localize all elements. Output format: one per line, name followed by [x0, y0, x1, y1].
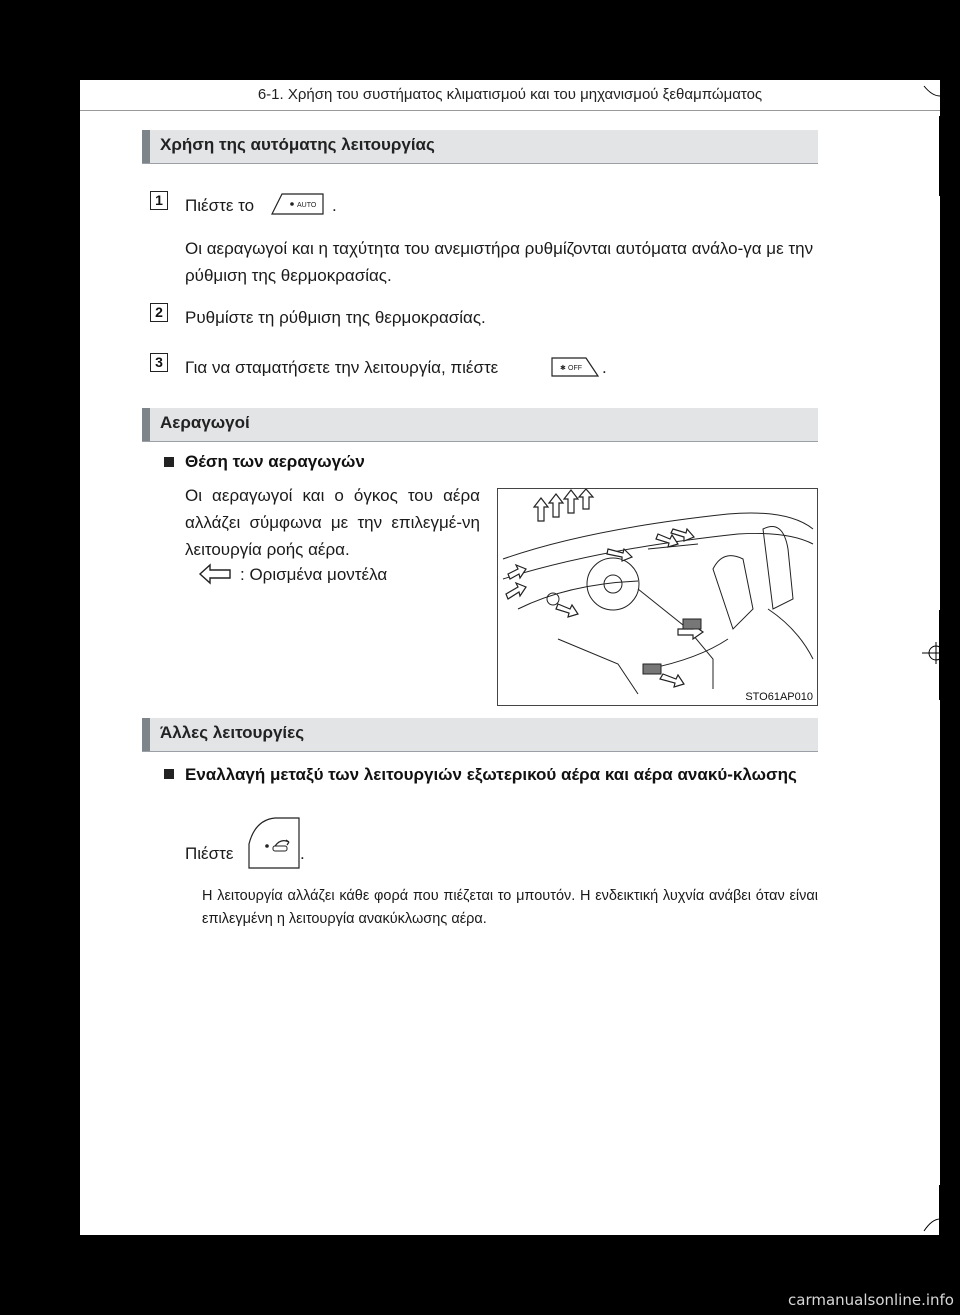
off-button-icon: [550, 356, 600, 378]
recirculation-button-icon: [245, 816, 303, 870]
svg-text:✱: ✱: [560, 365, 566, 372]
recirculation-note: Η λειτουργία αλλάζει κάθε φορά που πιέζεται το μπουτόν. Η ενδεικτική λυχνία ανάβει όταν είναι επιλεγμένη η λειτουργία ανακύκλωσης αέρα.: [202, 888, 818, 927]
section-heading-auto-mode: [142, 130, 818, 164]
step-number-3: 3: [150, 353, 168, 372]
press-label: Πιέστε: [185, 844, 234, 863]
section-heading-vents: [142, 408, 818, 442]
crop-mark-icon: [920, 82, 940, 102]
off-button-label: OFF: [568, 365, 582, 372]
airflow-arrow-icon: [198, 563, 232, 585]
bullet-square-icon: [164, 769, 174, 779]
watermark-text: carmanualsonline.info: [788, 1291, 954, 1309]
section-title: Άλλες λειτουργίες: [160, 723, 305, 742]
legend-some-models: : Ορισμένα μοντέλα: [240, 565, 388, 584]
car-interior-illustration: [498, 489, 817, 705]
vent-positions-text: Οι αεραγωγοί και ο όγκος του αέρα αλλάζει σύμφωνα με την επιλεγμέ-νη λειτουργία ροής αέρα.: [185, 486, 480, 559]
manual-page: [80, 80, 940, 1235]
running-header: 6-1. Χρήση του συστήματος κλιματισμού και του μηχανισμού ξεθαμπώματος: [257, 86, 763, 103]
auto-button-label: AUTO: [297, 202, 317, 209]
recirculation-period: .: [300, 844, 305, 863]
step-1-text: [185, 192, 254, 219]
section-title: Αεραγωγοί: [160, 413, 250, 432]
figure-code: STO61AP010: [745, 691, 813, 703]
step-number-2: 2: [150, 303, 168, 322]
section-heading-other-functions: [142, 718, 818, 752]
section-title: Χρήση της αυτόματης λειτουργίας: [160, 135, 435, 154]
crop-mark-icon: [922, 640, 940, 666]
page-edge-line: [939, 116, 941, 196]
step-number-1: 1: [150, 191, 168, 210]
section-marker: [142, 718, 150, 751]
step-1-note: Οι αεραγωγοί και η ταχύτητα του ανεμιστήρα ρυθμίζονται αυτόματα ανάλο-γα με την ρύθμιση της θερμοκρασίας.: [185, 239, 814, 285]
recirculation-heading: Εναλλαγή μεταξύ των λειτουργιών εξωτερικού αέρα και αέρα ανακύ-κλωσης: [185, 765, 797, 784]
section-marker: [142, 130, 150, 163]
vent-diagram-figure: [497, 488, 818, 706]
header-rule: [80, 110, 940, 111]
auto-button-icon: [270, 192, 326, 216]
section-marker: [142, 408, 150, 441]
step-1-period: .: [332, 196, 337, 215]
step-2-text: Ρυθμίστε τη ρύθμιση της θερμοκρασίας.: [185, 308, 486, 327]
bullet-square-icon: [164, 457, 174, 467]
crop-mark-icon: [920, 1215, 940, 1235]
vent-positions-heading: Θέση των αεραγωγών: [185, 452, 365, 471]
step-3-period: .: [602, 358, 607, 377]
step-3-text: Για να σταματήσετε την λειτουργία, πιέστε: [185, 358, 499, 377]
step-1-label: Πιέστε το: [185, 196, 255, 215]
